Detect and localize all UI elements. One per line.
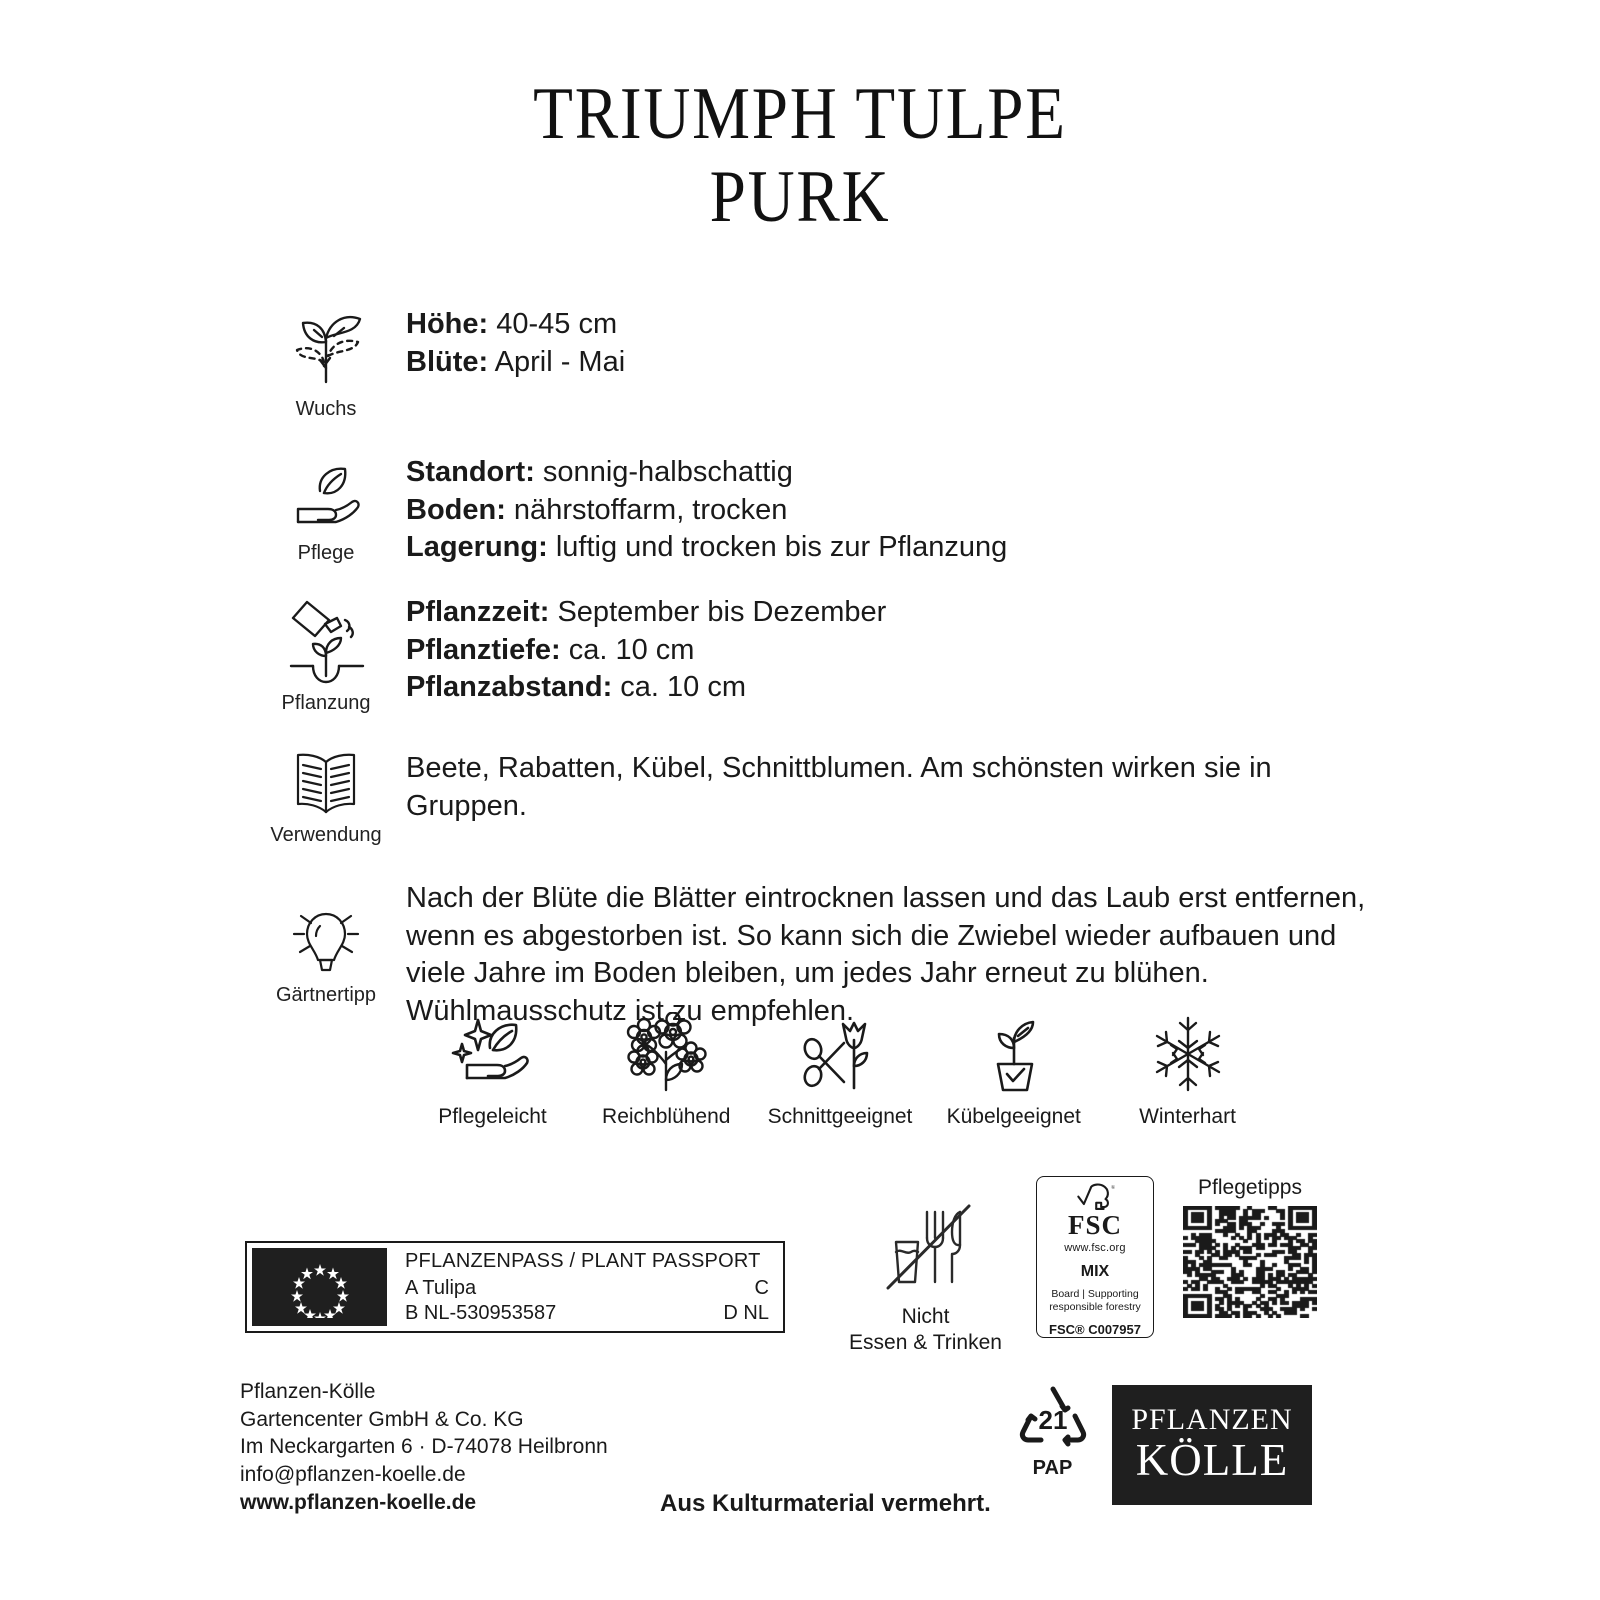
no-eat-label — [833, 1304, 1018, 1355]
flower-bouquet-icon — [618, 1012, 714, 1096]
wuchs-line-2 — [406, 344, 1376, 382]
feature-pflegeleicht — [410, 1012, 575, 1129]
eu-stars — [274, 1256, 366, 1318]
passport-a-left: A Tulipa — [405, 1277, 477, 1299]
info-row-caption: Wuchs — [295, 398, 357, 420]
hand-leaf-icon — [284, 460, 368, 538]
pflanzung-value-2: ca. 10 cm — [560, 633, 695, 666]
verwendung-icon-col — [256, 750, 396, 847]
hand-sparkle-leaf-icon — [445, 1012, 541, 1096]
brand-line2: KÖLLE — [1135, 1435, 1289, 1486]
page-title-line1: TRIUMPH TULPE — [533, 73, 1067, 155]
pflanzung-line-3 — [406, 669, 1376, 707]
info-row-caption: Pflege — [297, 542, 355, 564]
feature-label: Schnittgeeignet — [767, 1105, 913, 1128]
recycling-triangle-icon — [1013, 1382, 1093, 1456]
pflanzung-line-2 — [406, 632, 1376, 670]
info-row-pflege — [256, 446, 1376, 588]
feature-icons — [410, 1012, 1270, 1129]
fsc-url: www.fsc.org — [1064, 1242, 1126, 1255]
pflanzung-label-3: Pflanzabstand: — [406, 671, 613, 704]
feature-label: Winterhart — [1139, 1105, 1236, 1128]
no-eating-drinking — [833, 1200, 1018, 1355]
pflege-value-3: luftig und trocken bis zur Pflanzung — [547, 531, 1008, 564]
company-address — [240, 1378, 608, 1517]
plant-passport — [245, 1241, 785, 1333]
lightbulb-icon — [284, 906, 368, 980]
svg-text:®: ® — [1111, 1185, 1116, 1192]
pflanzung-label-1: Pflanzzeit: — [406, 596, 550, 628]
pflege-line-3 — [406, 529, 1376, 567]
pflanzung-icon-col — [256, 596, 396, 715]
wuchs-value-1: 40-45 cm — [488, 308, 618, 340]
pflege-label-1: Standort: — [406, 456, 535, 488]
feature-reichbluehend — [584, 1012, 749, 1129]
pflanzung-label-2: Pflanztiefe: — [406, 633, 561, 666]
watering-can-seedling-icon — [281, 596, 371, 688]
fsc-wordmark: FSC — [1067, 1210, 1122, 1241]
passport-body — [387, 1243, 783, 1331]
page-title — [96, 73, 1504, 238]
wuchs-value-2: April - Mai — [488, 345, 626, 378]
info-row-caption: Pflanzung — [281, 692, 371, 714]
feature-label: Pflegeleicht — [438, 1105, 547, 1128]
feature-kuebelgeeignet — [931, 1012, 1096, 1129]
scissors-tulip-icon — [792, 1012, 888, 1096]
brand-line1: PFLANZEN — [1131, 1403, 1293, 1437]
passport-b-right: D NL — [723, 1302, 769, 1324]
qr-code-icon[interactable] — [1183, 1206, 1317, 1318]
address-line-3: Im Neckargarten 6 · D-74078 Heilbronn — [240, 1435, 608, 1459]
fsc-desc-line2: responsible forestry — [1049, 1301, 1141, 1314]
fsc-desc-line1: Board | Supporting — [1051, 1288, 1139, 1301]
address-line-1: Pflanzen-Kölle — [240, 1380, 376, 1403]
fsc-description — [1049, 1288, 1141, 1314]
feature-schnittgeeignet — [758, 1012, 923, 1129]
wuchs-label-2: Blüte: — [406, 345, 489, 378]
address-line-2: Gartencenter GmbH & Co. KG — [240, 1407, 524, 1431]
passport-b-left: B NL-530953587 — [405, 1302, 557, 1324]
gaertnertipp-icon-col — [256, 906, 396, 1007]
pflege-icon-col — [256, 460, 396, 565]
passport-row-b — [405, 1301, 769, 1326]
pflege-label-2: Boden: — [406, 493, 506, 526]
pflanzung-text — [396, 588, 1376, 707]
recycling-symbol — [1010, 1382, 1095, 1480]
qr-label: Pflegetipps — [1198, 1176, 1302, 1199]
address-website: www.pflanzen-koelle.de — [240, 1490, 477, 1514]
pflanzung-value-1: September bis Dezember — [549, 596, 887, 628]
passport-a-right: C — [754, 1277, 769, 1299]
passport-title: PFLANZENPASS / PLANT PASSPORT — [405, 1250, 761, 1272]
pflege-value-1: sonnig-halbschattig — [534, 456, 793, 488]
wuchs-line-1 — [406, 306, 1376, 344]
no-eating-drinking-icon — [872, 1200, 980, 1296]
passport-row-a — [405, 1276, 769, 1301]
info-row-caption: Verwendung — [270, 824, 382, 846]
pflege-line-2 — [406, 492, 1376, 530]
verwendung-text: Beete, Rabatten, Kübel, Schnittblumen. Am schönsten wirken sie in Gruppen. — [406, 752, 1272, 822]
page-title-line2: PURK — [709, 155, 891, 238]
pflanzung-line-1 — [406, 594, 1376, 632]
info-row-pflanzung — [256, 588, 1376, 738]
snowflake-icon — [1140, 1012, 1236, 1096]
pflege-text — [396, 446, 1376, 567]
care-tips-qr[interactable] — [1180, 1176, 1320, 1318]
eu-flag-icon — [252, 1248, 387, 1326]
no-eat-label-line1: Nicht — [901, 1305, 950, 1328]
passport-rows — [405, 1276, 769, 1326]
wuchs-icon-col — [256, 310, 396, 421]
pflanzung-value-3: ca. 10 cm — [612, 671, 747, 704]
fsc-mix: MIX — [1080, 1263, 1110, 1281]
pflege-line-1 — [406, 454, 1376, 492]
open-book-icon — [286, 750, 366, 820]
fsc-label — [1036, 1176, 1154, 1338]
feature-winterhart — [1105, 1012, 1270, 1129]
pflege-value-2: nährstoffarm, trocken — [505, 493, 788, 526]
address-email: info@pflanzen-koelle.de — [240, 1463, 466, 1487]
sprout-leaves-icon — [284, 310, 368, 394]
brand-logo — [1112, 1385, 1312, 1505]
info-row-verwendung — [256, 738, 1376, 868]
wuchs-label-1: Höhe: — [406, 308, 489, 340]
fsc-tree-checkmark-icon — [1059, 1183, 1131, 1211]
no-eat-label-line2: Essen & Trinken — [849, 1330, 1002, 1354]
pflege-label-3: Lagerung: — [406, 531, 548, 564]
info-row-caption: Gärtnertipp — [275, 984, 377, 1006]
recycling-material: PAP — [1032, 1457, 1073, 1479]
recycling-number: 21 — [1038, 1405, 1067, 1435]
feature-label: Kübelgeeignet — [946, 1105, 1081, 1128]
wuchs-text — [396, 296, 1376, 381]
info-rows — [256, 296, 1376, 1038]
potted-plant-check-icon — [966, 1012, 1062, 1096]
kultur-note: Aus Kulturmaterial vermehrt. — [660, 1490, 991, 1517]
gaertnertipp-text: Nach der Blüte die Blätter eintrocknen lassen und das Laub erst entfernen, wenn es abgestorben ist. So kann sich die Zwiebel wieder aufbauen und viele Jahre im Boden bleiben, um jedes Jahr erneut zu blühen. Wühlmausschutz ist zu empfehlen. — [406, 882, 1366, 1028]
info-row-wuchs — [256, 296, 1376, 446]
feature-label: Reichblühend — [602, 1105, 731, 1128]
fsc-code: FSC® C007957 — [1049, 1322, 1141, 1337]
